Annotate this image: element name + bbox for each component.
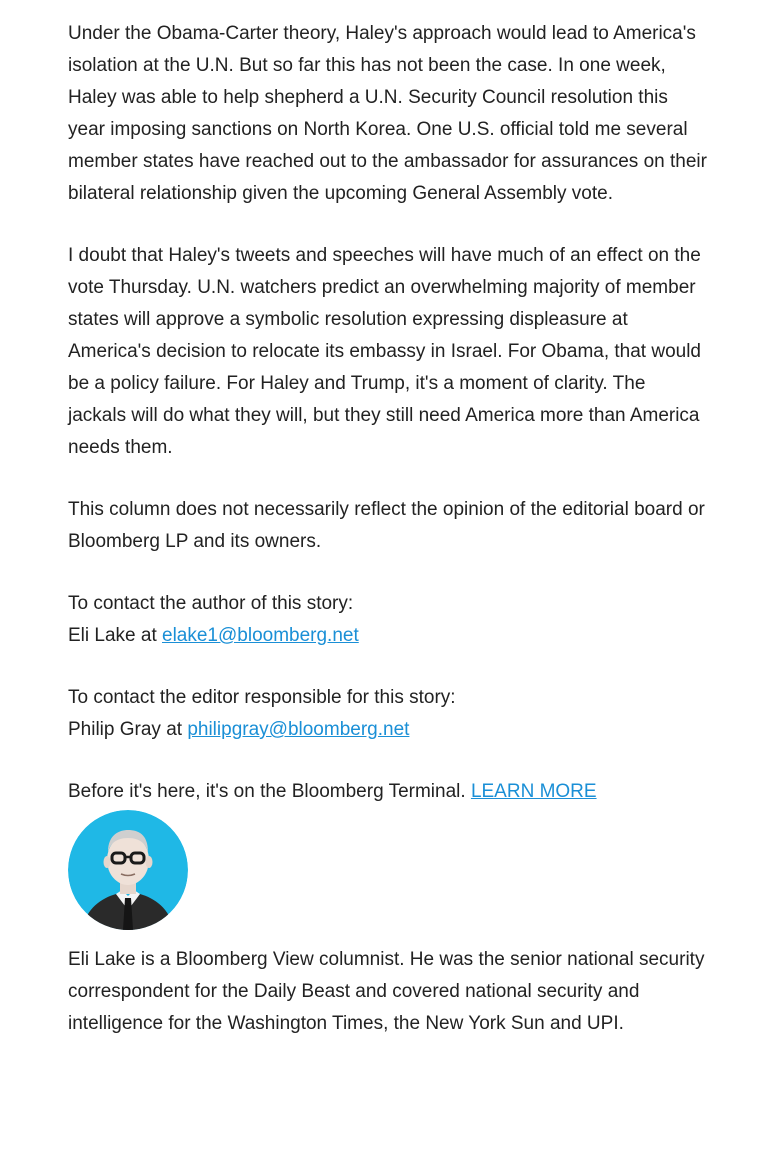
terminal-promo-text: Before it's here, it's on the Bloomberg Terminal. <box>68 781 471 802</box>
author-avatar <box>68 810 188 930</box>
contact-editor <box>68 682 708 746</box>
learn-more-link[interactable]: LEARN MORE <box>470 781 597 802</box>
terminal-promo <box>68 776 708 808</box>
contact-author <box>68 588 708 652</box>
contact-author-name: Eli Lake at <box>68 625 162 646</box>
article-paragraph: Under the Obama-Carter theory, Haley's approach would lead to America's isolation at the U.N. But so far this has not been the case. In one week, Haley was able to help shepherd a U.N. Security Council resolution this year imposing sanctions on North Korea. One U.S. official told me several member states have reached out to the ambassador for assurances on their bilateral relationship given the upcoming General Assembly vote. <box>68 23 707 204</box>
article-body <box>68 18 708 1040</box>
editor-email-link[interactable]: philipgray@bloomberg.net <box>187 719 410 740</box>
contact-editor-heading: To contact the editor responsible for this story: <box>68 687 456 708</box>
author-bio: Eli Lake is a Bloomberg View columnist. He was the senior national security correspondent for the Daily Beast and covered national security and intelligence for the Washington Times, the New York Sun and UPI. <box>68 949 705 1034</box>
article-paragraph: I doubt that Haley's tweets and speeches will have much of an effect on the vote Thursday. U.N. watchers predict an overwhelming majority of member states will approve a symbolic resolution expressing displeasure at America's decision to relocate its embassy in Israel. For Obama, that would be a policy failure. For Haley and Trump, it's a moment of clarity. The jackals will do what they will, but they still need America more than America needs them. <box>68 245 702 458</box>
disclaimer-text: This column does not necessarily reflect the opinion of the editorial board or Bloomberg LP and its owners. <box>68 499 705 552</box>
contact-author-heading: To contact the author of this story: <box>68 593 354 614</box>
author-portrait-image <box>68 810 188 930</box>
contact-editor-name: Philip Gray at <box>68 719 188 740</box>
author-email-link[interactable]: elake1@bloomberg.net <box>162 625 359 646</box>
